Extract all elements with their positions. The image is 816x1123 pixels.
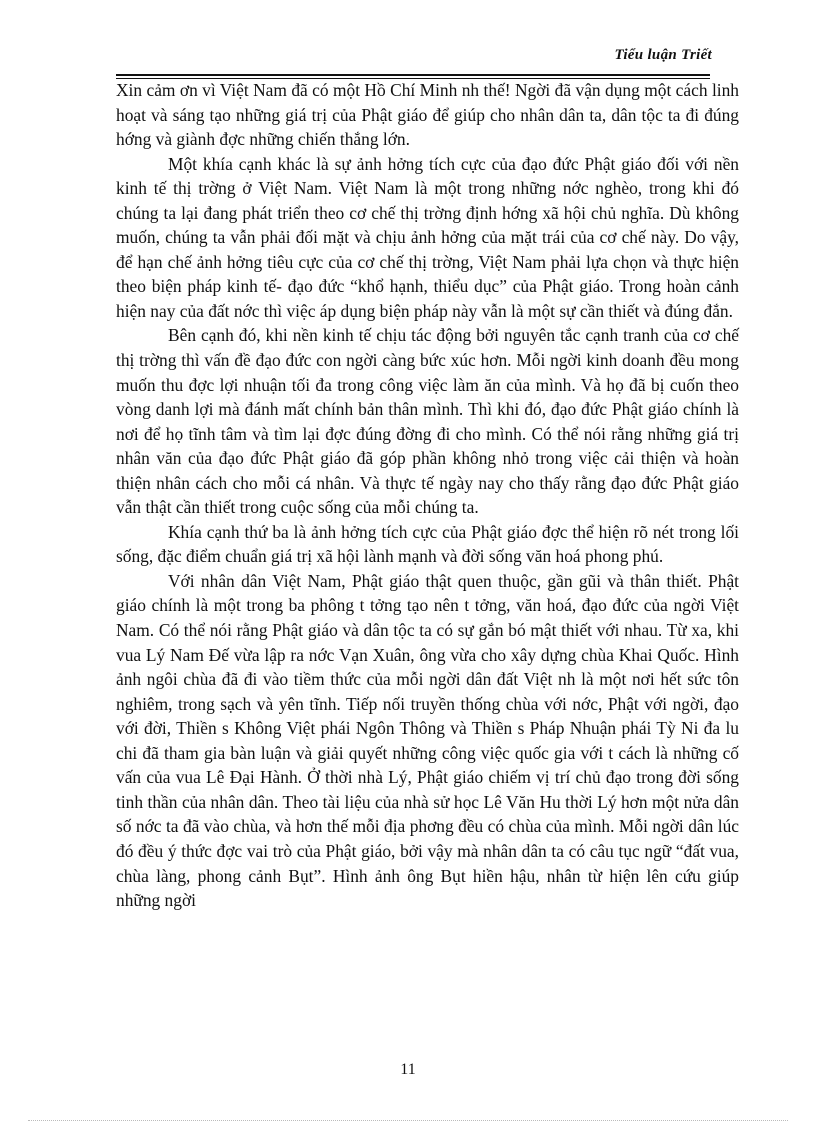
paragraph: Xin cảm ơn vì Việt Nam đã có một Hồ Chí Minh nh thế! Ngời đã vận dụng một cách linh hoạt và sáng tạo những giá trị của Phật giáo để giúp cho nhân dân ta, dân tộc ta đi đúng hớng và giành đợc những chiến thắng lớn. <box>116 80 739 150</box>
footer-divider <box>28 1120 788 1121</box>
paragraph: Với nhân dân Việt Nam, Phật giáo thật quen thuộc, gần gũi và thân thiết. Phật giáo chính là một trong ba phông t tởng tạo nên t tởng, văn hoá, đạo đức của ngời Việt Nam. Có thể nói rằng Phật giáo và dân tộc ta có sự gắn bó mật thiết với nhau. Từ xa, khi vua Lý Nam Đế vừa lập ra nớc Vạn Xuân, ông vừa cho xây dựng chùa Khai Quốc. Hình ảnh ngôi chùa đã đi vào tiềm thức của mỗi ngời dân đất Việt nh là một nơi hết sức tôn nghiêm, trong sạch và yên tĩnh. Tiếp nối truyền thống chùa với nớc, Phật với ngời, đạo với đời, Thiền s Không Việt phái Ngôn Thông và Thiền s Pháp Nhuận phái Tỳ Ni đa lu chi đã tham gia bàn luận và giải quyết những công việc quốc gia với t cách là những cố vấn của vua Lê Đại Hành. Ở thời nhà Lý, Phật giáo chiếm vị trí chủ đạo trong đời sống tinh thần của nhân dân. Theo tài liệu của nhà sử học Lê Văn Hu thời Lý hơn một nửa dân số nớc ta đã vào chùa, và hơn thế mỗi địa phơng đều có chùa của mình. Mỗi ngời dân lúc đó đều ý thức đợc vai trò của Phật giáo, bởi vậy mà nhân dân ta có câu tục ngữ “đất vua, chùa làng, phong cảnh Bụt”. Hình ảnh ông Bụt hiền hậu, nhân từ hiện lên cứu giúp những ngời <box>116 570 739 911</box>
paragraph: Khía cạnh thứ ba là ảnh hởng tích cực của Phật giáo đợc thể hiện rõ nét trong lối sống, đặc điểm chuẩn giá trị xã hội lành mạnh và đời sống văn hoá phong phú. <box>116 521 739 567</box>
body-text <box>116 78 739 913</box>
paragraph: Một khía cạnh khác là sự ảnh hởng tích cực của đạo đức Phật giáo đối với nền kinh tế thị trờng ở Việt Nam. Việt Nam là một trong những nớc nghèo, trong khi đó chúng ta lại đang phát triển theo cơ chế thị trờng định hớng xã hội chủ nghĩa. Dù không muốn, chúng ta vẫn phải đối mặt và chịu ảnh hởng của mặt trái của cơ chế này. Do vậy, để hạn chế ảnh hởng tiêu cực của cơ chế thị trờng, Việt Nam phải lựa chọn và thực hiện theo biện pháp kinh tế- đạo đức “khổ hạnh, thiểu dục” của Phật giáo. Trong hoàn cảnh hiện nay của đất nớc thì việc áp dụng biện pháp này vẫn là một sự cần thiết và đúng đắn. <box>116 153 739 321</box>
header-title: Tiểu luận Triết <box>614 47 712 63</box>
page-number: 11 <box>400 1061 416 1078</box>
paragraph: Bên cạnh đó, khi nền kinh tế chịu tác động bởi nguyên tắc cạnh tranh của cơ chế thị trờng thì vấn đề đạo đức con ngời càng bức xúc hơn. Mỗi ngời kinh doanh đều mong muốn thu đợc lợi nhuận tối đa trong công việc làm ăn của mình. Và họ đã bị cuốn theo vòng danh lợi mà đánh mất chính bản thân mình. Thì khi đó, đạo đức Phật giáo chính là nơi để họ tĩnh tâm và tìm lại đợc đúng đờng đi cho mình. Có thể nói rằng những giá trị nhân văn của đạo đức Phật giáo đã góp phần không nhỏ trong việc cải thiện và hoàn thiện nhân cách cho mỗi cá nhân. Và thực tế ngày nay cho thấy rằng đạo đức Phật giáo vẫn thật cần thiết trong cuộc sống của mỗi chúng ta. <box>116 325 739 518</box>
